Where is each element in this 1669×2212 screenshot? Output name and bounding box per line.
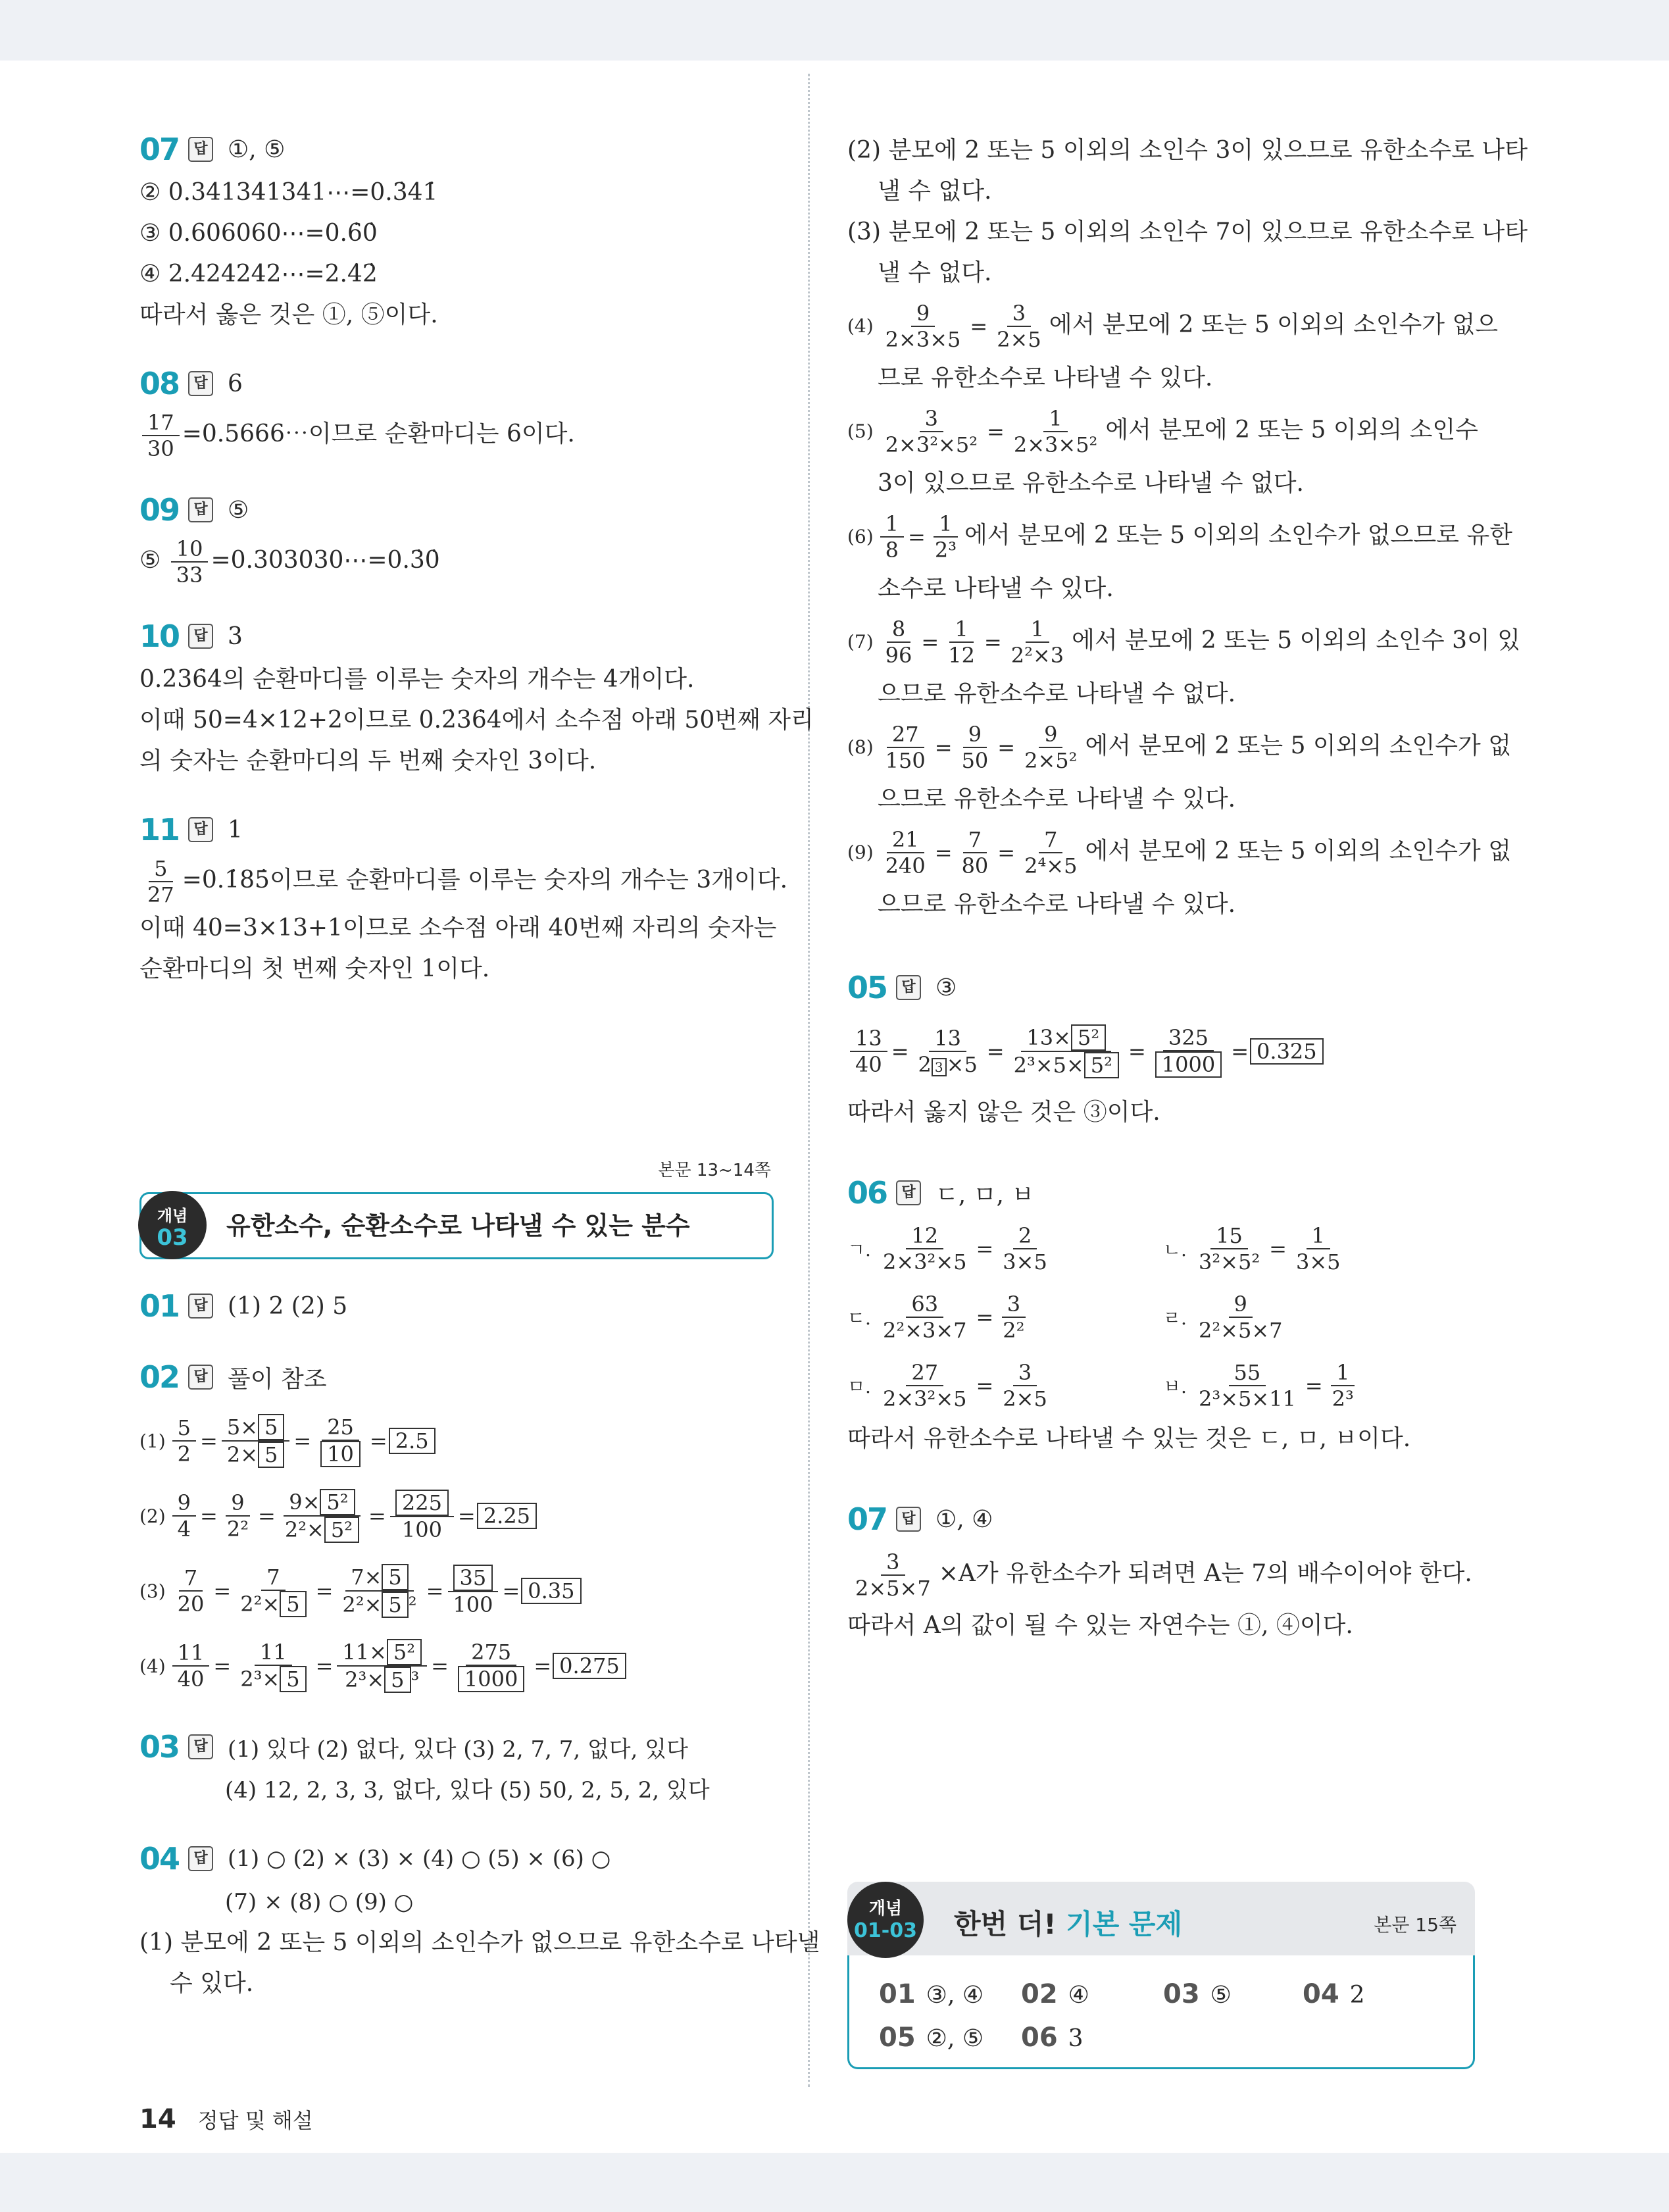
text-line: 이때 40=3×13+1이므로 소수점 아래 40번째 자리의 숫자는 [139,915,777,942]
text-line: 낼 수 없다. [878,178,992,205]
answer-icon: 답 [188,817,213,842]
text-line: 순환마디의 첫 번째 숫자인 1이다. [139,955,490,982]
text-line: $\frac{5}{27}$ =0.1̇85̇이므로 순환마디를 이루는 숫자의 개수는 3개이다. [139,853,771,908]
answer: 6 [228,370,243,397]
q04-header [139,1836,771,1882]
text-line: 므로 유한소수로 나타낼 수 있다. [878,364,1213,391]
problem-number: 07 [847,1501,887,1537]
answer-icon: 답 [188,497,213,522]
problem-08-header [139,361,771,407]
answer-cont: (7) × (8) ○ (9) ○ [225,1889,414,1915]
answer: ③ [935,974,957,1001]
problem-09-header [139,487,771,533]
q03-header [139,1724,771,1770]
review-item: 06 3 [1021,2023,1084,2053]
q06-item: ㄹ. $\frac{9}{\text{2²×5×7}}$ [1163,1292,1283,1343]
column-divider [808,74,810,2087]
text-line: 따라서 옳지 않은 것은 ③이다. [847,1099,1160,1126]
review-item: 04 2 [1303,1979,1365,2009]
problem-number: 02 [139,1359,180,1395]
text-line: (3) 분모에 2 또는 5 이외의 소인수 7이 있으므로 유한소수로 나타 [847,218,1528,245]
answer-icon: 답 [188,1365,213,1390]
item-9: (9) $\frac{21}{240}$ = $\frac{7}{80}$ = $\frac{7}{\text{2⁴×5}}$ 에서 분모에 2 또는 5 이외의 소인수가 없 [847,827,1512,878]
problem-number: 08 [139,366,180,401]
q02-header [139,1354,771,1400]
fraction: $\frac{10}{33}$ [171,536,209,588]
answer: 풀이 참조 [228,1365,327,1393]
text-line: 따라서 유한소수로 나타낼 수 있는 것은 ㄷ, ㅁ, ㅂ이다. [847,1425,1411,1452]
answer-icon: 답 [188,1846,213,1871]
left-column-lower [139,1283,820,2004]
q01-header [139,1283,771,1329]
concept-badge: 개념 01-03 [847,1882,924,1958]
footer-title: 정답 및 해설 [197,2108,313,2133]
text-line: $\frac{3}{2\times 5\times 7}$ ×A가 유한소수가 되려면 A는 7의 배수이어야 한다. [855,1549,1472,1601]
page-footer [139,2104,313,2134]
text-line: 낼 수 없다. [878,259,992,286]
answer: 1 [228,816,243,843]
text-line: 이때 50=4×12+2이므로 0.2̇36̇4에서 소수점 아래 50번째 자리 [139,707,814,734]
q06-item: ㅂ. $\frac{55}{\text{2³×5×11}}$ = $\frac{1}{\text{2³}}$ [1163,1360,1354,1411]
answer: ①, ④ [935,1505,993,1533]
q07-header [847,1496,1479,1542]
answer: ㄷ, ㅁ, ㅂ [935,1181,1035,1209]
problem-number: 06 [847,1175,887,1211]
problem-number: 01 [139,1288,180,1324]
answer-icon: 답 [896,975,921,1000]
answer-cont: (4) 12, 2, 3, 3, 없다, 있다 (5) 50, 2, 5, 2, 있다 [225,1777,710,1803]
item-6: (6) $\frac{1}{8}$ = $\frac{1}{\text{2³}}$ 에서 분모에 2 또는 5 이외의 소인수가 없으므로 유한 [847,511,1512,563]
q05-equation: $\frac{13}{40}$ = $\frac{13}{2 3 \times 5}$ = $\frac{\text{13× 5²}}{\text{2³×5× 5²}}$ = $\frac{325}{1000}$ = 0.325 [847,1017,1479,1086]
answer: ①, ⑤ [228,136,286,163]
review-title: 한번 더! 기본 문제 [954,1908,1183,1940]
text-line: (2) 분모에 2 또는 5 이외의 소인수 3이 있으므로 유한소수로 나타 [847,137,1528,164]
page-number: 14 [139,2104,176,2134]
text-line: $\frac{17}{30}$ =0.5666⋯이므로 순환마디는 6이다. [139,407,771,462]
banner-title: 유한소수, 순환소수로 나타낼 수 있는 분수 [226,1211,690,1240]
q02-row-1: (1) $\frac{5}{2}$ = $\frac{5\times 5}{2\times 5}$ = $\frac{25}{10}$ = 2.5 [139,1407,771,1475]
answer: (1) ○ (2) × (3) × (4) ○ (5) × (6) ○ [228,1846,611,1872]
item-8: (8) $\frac{27}{150}$ = $\frac{9}{50}$ = $\frac{9}{\text{2×5²}}$ 에서 분모에 2 또는 5 이외의 소인수가 없 [847,722,1512,773]
review-item: 02 ④ [1021,1979,1089,2009]
text-line: 3이 있으므로 유한소수로 나타낼 수 없다. [878,470,1304,497]
fraction: $\frac{17}{30}$ [142,410,180,461]
text-line: 의 숫자는 순환마디의 두 번째 숫자인 3이다. [139,747,597,774]
item-5: (5) $\frac{3}{\text{2×3²×5²}}$ = $\frac{1}{\text{2×3×5²}}$ 에서 분모에 2 또는 5 이외의 소인수 [847,406,1478,457]
problem-number: 03 [139,1729,180,1765]
review-page-ref: 본문 15쪽 [1374,1914,1457,1936]
text-line: ③ 0.606060⋯=0.6̇0̇ [139,220,378,247]
banner-page-ref: 본문 13~14쪽 [658,1161,771,1180]
q02-row-3: (3) $\frac{7}{20}$ = $\frac{7}{\text{2²× 5}}$ = $\frac{7\times 5}{\text{2²× 5 ²}}$ = $\frac{35}{100}$ = 0.35 [139,1557,771,1625]
problem-number: 09 [139,492,180,528]
problem-number: 10 [139,618,180,654]
concept-badge: 개념 03 [138,1191,207,1259]
q06-item: ㅁ. $\frac{27}{\text{2×3²×5}}$ = $\frac{3}{2\times 5}$ [847,1360,1047,1411]
answer: ⑤ [228,496,249,524]
text-line: 따라서 A의 값이 될 수 있는 자연수는 ①, ④이다. [847,1612,1353,1639]
text-line: 으므로 유한소수로 나타낼 수 있다. [878,786,1236,813]
answer: 3 [228,622,243,650]
answer-icon: 답 [188,371,213,396]
right-column [847,130,1528,1646]
answer-icon: 답 [188,1294,213,1319]
problem-07-header [139,126,771,172]
q02-row-4: (4) $\frac{11}{40}$ = $\frac{11}{\text{2³× 5}}$ = $\frac{\text{11× 5²}}{\text{2³× 5 ³}}$ = $\frac{275}{1000}$ = 0.275 [139,1632,771,1700]
concept-banner [139,1161,771,1255]
answer-icon: 답 [896,1180,921,1205]
review-item: 05 ②, ⑤ [879,2023,984,2053]
text-line: ② 0.341341341⋯=0.3̇41̇ [139,179,438,206]
problem-11-header [139,807,771,853]
text-line: ⑤ $\frac{10}{33}$ =0.303030⋯=0.3̇0̇ [139,536,440,588]
q06-item: ㄱ. $\frac{12}{\text{2×3²×5}}$ = $\frac{2}{3\times 5}$ [847,1223,1047,1274]
review-box [847,1882,1475,2073]
text-line: 소수로 나타낼 수 있다. [878,575,1114,602]
q05-header [847,965,1479,1011]
answer-icon: 답 [188,1734,213,1759]
text-line: 으므로 유한소수로 나타낼 수 있다. [878,891,1236,918]
text-line: 으므로 유한소수로 나타낼 수 없다. [878,680,1236,707]
text-line: 따라서 옳은 것은 ①, ⑤이다. [139,301,438,328]
answer-icon: 답 [188,137,213,162]
review-item: 03 ⑤ [1163,1979,1232,2009]
answer: (1) 2 (2) 5 [228,1292,348,1320]
problem-10-header [139,613,771,659]
text-line: (1) 분모에 2 또는 5 이외의 소인수가 없으므로 유한소수로 나타낼 [139,1929,820,1956]
q06-header [847,1170,1479,1216]
problem-number: 11 [139,812,180,847]
problem-number: 05 [847,970,887,1005]
text-line: ④ 2.424242⋯=2.4̇2̇ [139,261,378,288]
left-column [139,126,814,990]
answer-icon: 답 [188,624,213,649]
problem-number: 07 [139,132,180,167]
q06-item: ㄴ. $\frac{15}{\text{3²×5²}}$ = $\frac{1}{3\times 5}$ [1163,1223,1341,1274]
problem-number: 04 [139,1841,180,1876]
answer-icon: 답 [896,1507,921,1532]
q06-grid [847,1216,1479,1419]
q06-item: ㄷ. $\frac{63}{\text{2²×3×7}}$ = $\frac{3}{\text{2²}}$ [847,1292,1025,1343]
fraction: $\frac{5}{27}$ [147,856,174,907]
review-item: 01 ③, ④ [879,1979,984,2009]
text-line: 수 있다. [170,1970,254,1997]
item-4: (4) $\frac{9}{2\times 3\times 5}$ = $\frac{3}{2\times 5}$ 에서 분모에 2 또는 5 이외의 소인수가 없으 [847,301,1499,352]
text-line: 0.2̇36̇4의 순환마디를 이루는 숫자의 개수는 4개이다. [139,666,695,693]
answer: (1) 있다 (2) 없다, 있다 (3) 2, 7, 7, 없다, 있다 [228,1736,688,1763]
item-7: (7) $\frac{8}{96}$ = $\frac{1}{12}$ = $\frac{1}{\text{2²×3}}$ 에서 분모에 2 또는 5 이외의 소인수 3이 있 [847,616,1520,668]
q02-row-2: (2) $\frac{9}{4}$ = $\frac{9}{\text{2²}}$ = $\frac{\text{9× 5²}}{\text{2²× 5²}}$ = $\frac{225}{100}$ = 2.25 [139,1482,771,1550]
